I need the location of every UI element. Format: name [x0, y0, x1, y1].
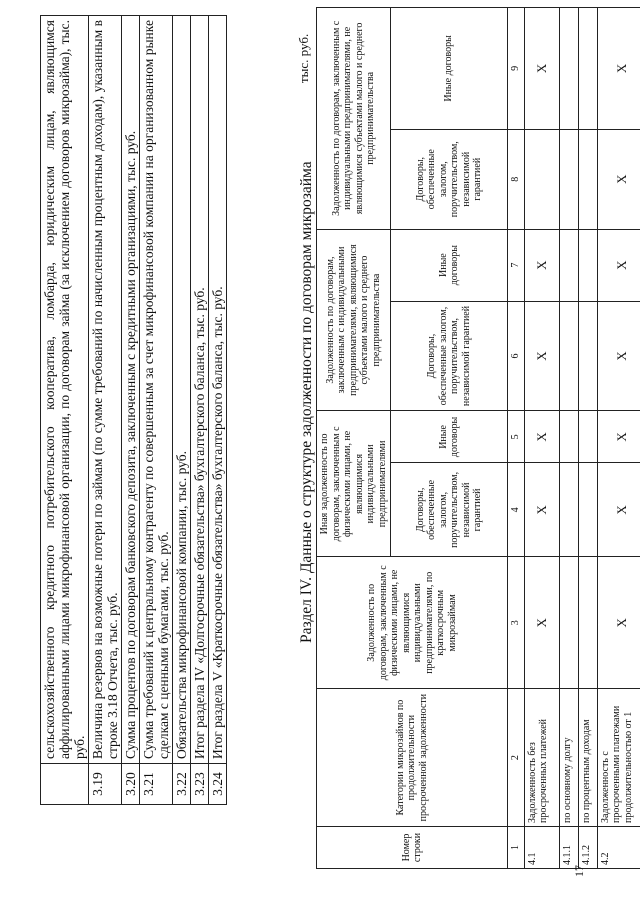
indicator-row	[41, 16, 89, 805]
indicator-row	[89, 16, 122, 805]
indicator-number: 3.21	[140, 764, 173, 805]
header-row-1	[317, 8, 391, 869]
value-cell	[559, 411, 578, 463]
row-label: Задолженность без просроченных платежей	[524, 689, 559, 827]
indicator-text: Итог раздела IV «Долгосрочные обязательства» бухгалтерского баланса, тыс. руб.	[191, 16, 209, 764]
page-number: 17	[572, 865, 586, 877]
unit-label: тыс. руб.	[296, 33, 311, 83]
value-cell: X	[597, 301, 640, 411]
indicator-row	[140, 16, 173, 805]
indicator-number: 3.19	[89, 764, 122, 805]
indicator-number: 3.22	[173, 764, 191, 805]
header-other-3: Иные договоры	[391, 8, 508, 130]
section-title: Раздел IV. Данные о структуре задолженности по договорам микрозайма	[298, 161, 315, 643]
indicator-text: Величина резервов на возможные потери по займам (по сумме требований по начисленным процентным доходам), указанным в строке 3.18 Отчета, тыс. руб.	[89, 16, 122, 764]
value-cell	[559, 557, 578, 689]
value-cell: X	[524, 229, 559, 301]
indicator-number: 3.20	[122, 764, 140, 805]
value-cell: X	[597, 411, 640, 463]
value-cell: X	[597, 129, 640, 229]
value-cell	[559, 301, 578, 411]
value-cell	[578, 411, 597, 463]
header-secured-3: Договоры, обеспеченные залогом, поручительством, независимой гарантией	[391, 129, 508, 229]
value-cell	[578, 8, 597, 130]
header-sme-entrepreneurs: Задолженность по договорам, заключенным с индивидуальными предпринимателями, являющимися субъектами малого и среднего предпринимательства	[317, 229, 391, 411]
indicator-row	[122, 16, 140, 805]
indicator-number	[41, 764, 89, 805]
indicator-number: 3.23	[191, 764, 209, 805]
header-row-number: Номер строки	[317, 827, 508, 869]
indicator-row	[209, 16, 227, 805]
colnum: 5	[508, 411, 525, 463]
value-cell: X	[597, 557, 640, 689]
indicator-number: 3.24	[209, 764, 227, 805]
value-cell: X	[524, 557, 559, 689]
value-cell: X	[597, 229, 640, 301]
indicator-text: Сумма требований к центральному контрагенту по совершенным за счет микрофинансовой компании на организованном рынке сделкам с ценными бумагами, тыс. руб.	[140, 16, 173, 764]
indicator-text: Сумма процентов по договорам банковского депозита, заключенным с кредитными организациями, тыс. руб.	[122, 16, 140, 764]
table-row	[578, 8, 597, 869]
colnum: 6	[508, 301, 525, 411]
value-cell: X	[524, 301, 559, 411]
indicator-text: Обязательства микрофинансовой компании, тыс. руб.	[173, 16, 191, 764]
colnum: 2	[508, 689, 525, 827]
row-label: Задолженность с просроченными платежами продолжительностью от 1	[597, 689, 640, 827]
indicators-table	[40, 15, 227, 805]
header-secured-1: Договоры, обеспеченные залогом, поручительством, независимой гарантией	[391, 463, 508, 557]
table-row	[524, 8, 559, 869]
value-cell: X	[597, 463, 640, 557]
value-cell	[524, 129, 559, 229]
colnum: 1	[508, 827, 525, 869]
colnum: 4	[508, 463, 525, 557]
value-cell	[559, 129, 578, 229]
colnum: 3	[508, 557, 525, 689]
colnum: 9	[508, 8, 525, 130]
value-cell	[578, 229, 597, 301]
value-cell: X	[524, 8, 559, 130]
value-cell: X	[524, 463, 559, 557]
row-label: по процентным доходам	[578, 689, 597, 827]
indicator-text: Итог раздела V «Краткосрочные обязательства» бухгалтерского баланса, тыс. руб.	[209, 16, 227, 764]
table-row	[597, 8, 640, 869]
indicator-row	[173, 16, 191, 805]
colnum: 7	[508, 229, 525, 301]
value-cell	[559, 8, 578, 130]
value-cell	[578, 301, 597, 411]
value-cell	[559, 229, 578, 301]
header-other-1: Иные договоры	[391, 411, 508, 463]
microloan-structure-table	[316, 7, 640, 869]
value-cell	[578, 557, 597, 689]
row-number: 4.1	[524, 827, 559, 869]
row-number: 4.1.2	[578, 827, 597, 869]
indicator-row	[191, 16, 209, 805]
row-number: 4.1.1	[559, 827, 578, 869]
header-other-2: Иные договоры	[391, 229, 508, 301]
column-numbers-row	[508, 8, 525, 869]
value-cell	[578, 463, 597, 557]
header-other-individuals: Иная задолженность по договорам, заключенным с физическими лицами, не являющимися индивидуальными предпринимателями	[317, 411, 391, 557]
value-cell: X	[524, 411, 559, 463]
header-secured-2: Договоры, обеспеченные залогом, поручительством, независимой гарантией	[391, 301, 508, 411]
row-label: по основному долгу	[559, 689, 578, 827]
table-row	[559, 8, 578, 869]
header-category: Категории микрозаймов по продолжительности просроченной задолженности	[317, 689, 508, 827]
row-number: 4.2	[597, 827, 640, 869]
colnum: 8	[508, 129, 525, 229]
header-short-term: Задолженность по договорам, заключенным с физическими лицами, не являющимися индивидуальными предпринимателями, по краткосрочным микрозаймам	[317, 557, 508, 689]
indicator-text: сельскохозяйственного кредитного потребительского кооператива, ломбарда, юридическим лицам, являющимся аффилированными лицами микрофинансовой организации, по договорам займа (за исключением договоров микрозайма), тыс. руб.	[41, 16, 89, 764]
value-cell	[559, 463, 578, 557]
value-cell: X	[597, 8, 640, 130]
header-non-sme-entrepreneurs: Задолженность по договорам, заключенным с индивидуальными предпринимателями, не являющимися субъектами малого и среднего предпринимательства	[317, 8, 391, 230]
value-cell	[578, 129, 597, 229]
